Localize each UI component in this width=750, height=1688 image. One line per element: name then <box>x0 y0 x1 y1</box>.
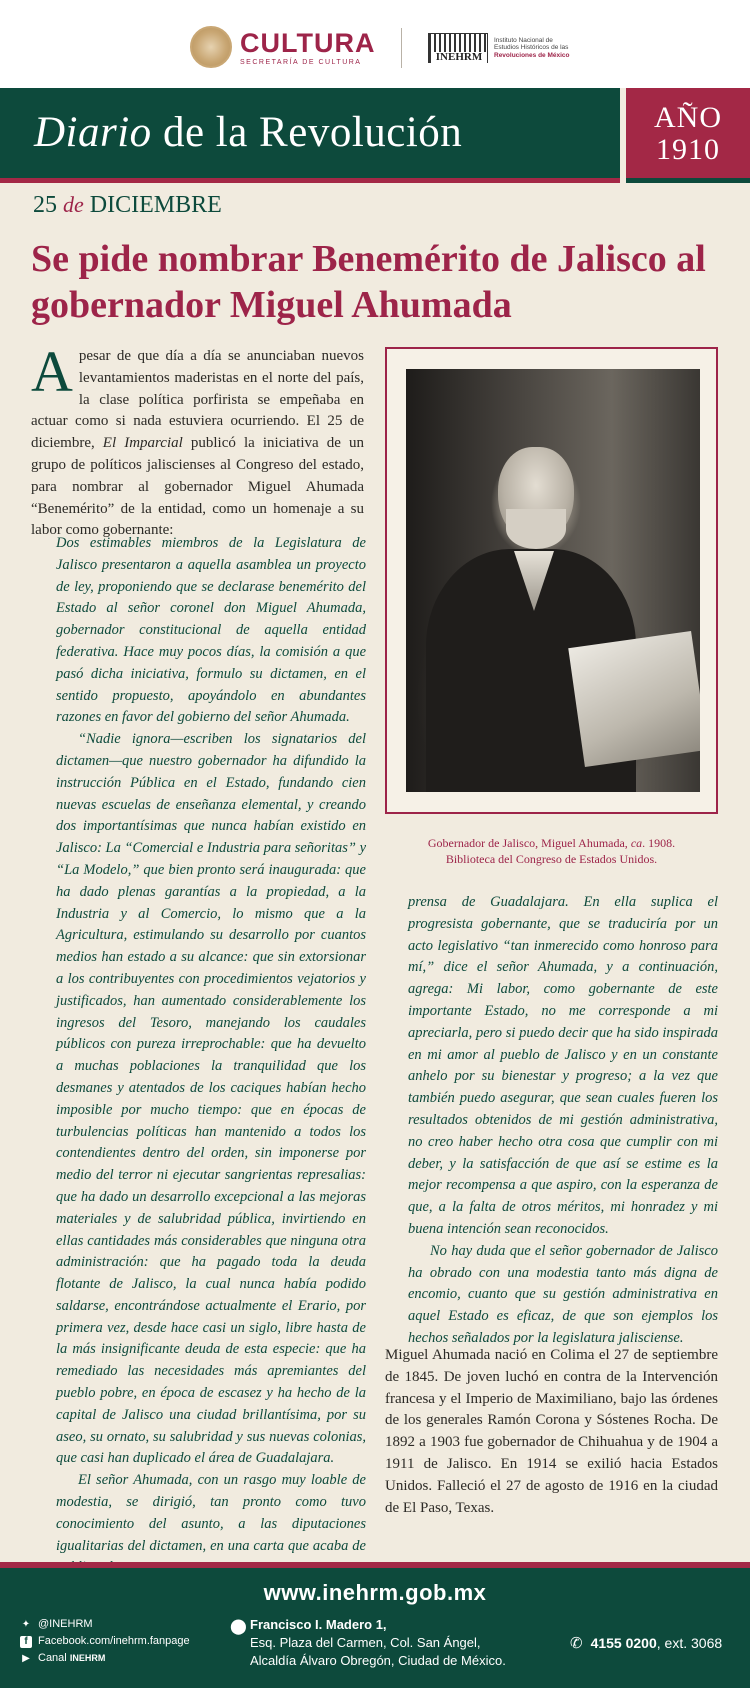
caption-line-2: Biblioteca del Congreso de Estados Unidos. <box>445 851 658 866</box>
ahumada-portrait-photo <box>406 369 700 792</box>
social-links <box>20 1616 190 1667</box>
newspaper-name: El Imparcial <box>102 435 183 452</box>
twitter-handle: @INEHRM <box>38 1618 93 1630</box>
photo-frame <box>385 347 718 814</box>
website-link[interactable]: www.inehrm.gob.mx <box>263 1580 487 1605</box>
top-logo-bar <box>0 0 750 88</box>
inehrm-acronym: INEHRM <box>431 52 487 63</box>
cultura-logo[interactable] <box>190 26 375 68</box>
caption-circa: ca <box>630 836 643 850</box>
intro-paragraph <box>31 339 364 542</box>
youtube-link[interactable] <box>20 1650 190 1667</box>
intro-text-after: publicó la iniciativa de un grupo de políticos jaliscienses al Congreso del estado, para nombrar al gobernador Miguel Ahumada “Benemérito” de la entidad, como un homenaje a su labor como gobernante: <box>31 435 364 539</box>
facebook-url: Facebook.com/inehrm.fanpage <box>38 1635 190 1647</box>
inehrm-logo[interactable] <box>428 33 570 63</box>
photo-papers-shape <box>568 631 700 767</box>
biography-paragraph: Miguel Ahumada nació en Colima el 27 de septiembre de 1845. De joven luchó en contra de la Intervención francesa y el Imperio de Maximiliano, bajo las órdenes de los generales Ramón Corona y Sóstenes Rocha. De 1892 a 1903 fue gobernador de Chihuahua y de 1904 a 1911 de Jalisco. En 1914 se exilió hacia Estados Unidos. Falleció el 27 de agosto de 1916 en la ciudad de El Paso, Texas. <box>385 1347 718 1516</box>
caption-text-before: Gobernador de Jalisco, Miguel Ahumada, <box>427 836 631 850</box>
location-pin-icon: ⬤ <box>230 1618 247 1635</box>
banner-title-italic: Diario <box>34 109 152 156</box>
quote-paragraph-1: Dos estimables miembros de la Legislatura de Jalisco presentaron a aquella asamblea un proyecto de ley, proponiendo que se declarase benemérito del Estado al señor coronel don Miguel Ahumada, gobernador constitucional de aquella entidad federativa. Hace muy pocos días, la comisión a que pasó dicha iniciativa, formulo su dictamen, en el sentido propuesto, apoyándolo en abundantes razones en favor del gobierno del señor Ahumada. <box>56 535 366 726</box>
year-value: 1910 <box>656 133 720 166</box>
header-banner <box>0 88 620 178</box>
quote-paragraph-2: “Nadie ignora—escriben los signatarios del dictamen—que nuestro gobernador ha difundido la instrucción Pública en el Estado, fundando cien nuevas escuelas de enseñanza elemental, y creando dos importantísimas que nunca habían existido en Jalisco: La “Comercial e Industria para señoritas” y “La Modelo,” que bien pronto será inaugurada: que ha dado plenas garantías a la propiedad, a la Industria y al Comercio, lo mismo que a la Agricultura, estimulando su desarrollo por cuantos medios han estado a su alcance: que sin extorsionar a los contribuyentes con procedimientos vejatorios y justificados, han aumentado considerablemente los ingresos del Tesoro, manejando los caudales públicos con pureza irreprochable: que ha devuelto a muchas poblaciones la tranquilidad que los desmanes y atentados de los caciques habían hecho imposible por mucho tiempo: que en épocas de turbulencias políticas han mantenido a todos los contendientes dentro del orden, sin imponerse por medio del terror ni ejecutar sangrientas represalias: que ha dado un desarrollo excepcional a las mejoras materiales y de salubridad pública, invirtiendo en ellas cantidades más considerables que ninguna otra administración: que ha pagado toda la deuda flotante de Jalisco, la cual nunca había podido saldarse, encontrándose actualmente el Erario, por primera vez, desde hace casi un siglo, libre hasta de la más insignificante deuda de esta especie: que ha remediado las necesidades más apremiantes del pueblo pobre, en época de escasez y ha hecho de la capital de Jalisco una ciudad brillantísima, por su aseo, su ornato, su salubridad y sus nuevas colonias, que casi han duplicado el área de Guadalajara. <box>56 731 367 1467</box>
cultura-subtitle: SECRETARÍA DE CULTURA <box>240 58 362 66</box>
inehrm-line-2: Estudios Históricos de las <box>494 44 569 52</box>
youtube-name: INEHRM <box>69 1653 106 1663</box>
headline: Se pide nombrar Benemérito de Jalisco al gobernador Miguel Ahumada <box>31 238 706 326</box>
logo-divider <box>401 28 402 68</box>
inehrm-line-1: Instituto Nacional de <box>494 36 553 44</box>
year-label: AÑO <box>654 101 722 134</box>
youtube-label: Canal <box>38 1652 67 1664</box>
year-box <box>626 88 750 178</box>
phone-contact[interactable] <box>570 1634 722 1652</box>
phone-number: 4155 0200 <box>590 1635 657 1651</box>
inehrm-description <box>494 37 570 60</box>
address <box>230 1616 506 1670</box>
cultura-title: CULTURA <box>240 27 376 58</box>
quote-paragraph-3: El señor Ahumada, con un rasgo muy loable de modestia, se dirigió, tan pronto como tuvo conocimiento del asunto, a las diputaciones igualitarias del dictamen, en una carta que acaba de <box>56 1472 366 1554</box>
facebook-link[interactable] <box>20 1633 190 1650</box>
drop-cap: A <box>31 339 73 404</box>
address-street: Francisco I. Madero 1, <box>250 1617 387 1632</box>
banner-title-rest: de la Revolución <box>151 109 463 156</box>
photo-caption <box>385 836 718 867</box>
entry-date <box>33 192 222 219</box>
date-de: de <box>63 192 84 217</box>
address-line-2: Esq. Plaza del Carmen, Col. San Ángel, <box>250 1635 481 1650</box>
quote-right-paragraph-1: prensa de Guadalajara. En ella suplica el progresista gobernante, que se traduciría por un acto legislativo “tan inmerecido como honroso para mí,” dice el señor Ahumada, y a continuación, agrega: Mi labor, como gobernante de este importante Estado, no me corresponde a mi apreciarla, pero si puedo decir que ha sido inspirada en mi amor al pueblo de Jalisco y en un constante anhelo por su bienestar y progreso; a la vez que también puedo asegurar, que sean cuales fueren los resultados obtenidos de mi gestión administrativa, no creo haber hecho otra cosa que cumplir con mi deber, y la satisfacción de que así se estime es la mejor recompensa a que aspiro, con la esperanza de que, a la falta de otros méritos, mi honradez y mi buena intención sean reconocidos. <box>408 894 718 1237</box>
quote-right-paragraph-2: No hay duda que el señor gobernador de Jalisco ha obrado con una modestia tanto más digna de encomio, cuanto que su gestión administrativa en aquel Estado es eficaz, de que son ejemplos los hechos señalados por la legislatura jalisciense. <box>408 1242 718 1346</box>
inehrm-building-icon <box>428 33 488 63</box>
banner-title <box>34 108 462 157</box>
footer <box>0 1568 750 1688</box>
youtube-icon: ▶ <box>22 1652 30 1664</box>
caption-text-after: . 1908. <box>642 836 676 850</box>
banner-stripe <box>0 178 620 183</box>
twitter-link[interactable] <box>20 1616 190 1633</box>
phone-icon: ✆ <box>570 1635 583 1652</box>
year-stripe <box>626 178 750 183</box>
intro-text-before: pesar de que día a día se anunciaban nuevos levantamientos maderistas en el norte del país, la clase política porfirista se empeñaba en actuar como si nada estuviera ocurriendo. El 25 de diciembre, <box>31 348 364 452</box>
facebook-icon: f <box>20 1636 32 1648</box>
quote-column-right <box>408 892 718 1350</box>
photo-beard-shape <box>506 509 566 549</box>
phone-extension: , ext. 3068 <box>656 1635 723 1651</box>
date-day: 25 <box>33 192 57 218</box>
quote-column-left <box>56 533 366 1579</box>
address-line-3: Alcaldía Álvaro Obregón, Ciudad de México. <box>250 1653 506 1668</box>
mexican-seal-icon <box>190 26 232 68</box>
inehrm-line-3: Revoluciones de México <box>494 51 570 59</box>
twitter-icon: ✦ <box>21 1618 31 1630</box>
date-month: DICIEMBRE <box>89 192 222 218</box>
caption-line-1 <box>385 836 718 852</box>
